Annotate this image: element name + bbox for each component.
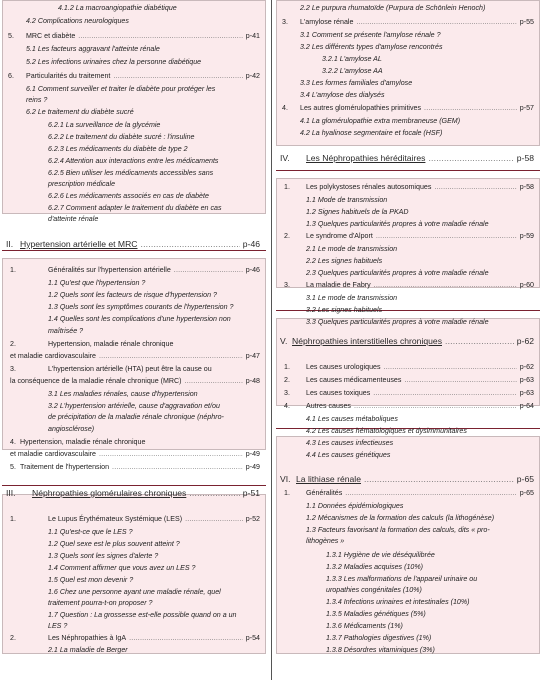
toc-entry xyxy=(2,461,264,473)
leader-dots xyxy=(424,102,517,114)
entry-title: 1.3.7 Pathologies digestives (1%) xyxy=(326,634,432,642)
entry-title: 1.3.2 Maladies acquises (10%) xyxy=(326,563,423,571)
entry-title: 6.2.7 Comment adapter le traitement du diabète en cas xyxy=(48,204,222,212)
toc-entry xyxy=(276,194,538,206)
toc-entry xyxy=(2,264,264,276)
toc-entry xyxy=(276,127,538,139)
page-number: p-58 xyxy=(519,183,534,191)
entry-number: 2. xyxy=(284,376,290,384)
page-number: p-41 xyxy=(245,32,260,40)
entry-number: 3. xyxy=(10,365,16,373)
leader-dots xyxy=(113,70,242,82)
entry-title: Particularités du traitement xyxy=(26,72,111,80)
entry-title: Les causes urologiques xyxy=(306,363,381,371)
entry-title: 6.2.2 Le traitement du diabète sucré : l'insuline xyxy=(48,133,195,141)
toc-entry xyxy=(2,94,264,106)
entry-number: III. xyxy=(6,488,16,498)
toc-entry xyxy=(2,106,264,118)
toc-entry xyxy=(276,425,538,437)
toc-entry xyxy=(2,550,264,562)
entry-title: uropathies congénitales (10%) xyxy=(326,586,422,594)
page-number: p-57 xyxy=(519,104,534,112)
entry-title: maîtrisée ? xyxy=(48,327,84,335)
toc-entry xyxy=(276,487,538,499)
entry-number: 2. xyxy=(10,340,16,348)
toc-entry xyxy=(276,267,538,279)
toc-entry xyxy=(276,584,538,596)
leader-dots xyxy=(434,181,516,193)
entry-title: L'amylose rénale xyxy=(300,18,354,26)
toc-entry xyxy=(276,65,538,77)
toc-entry xyxy=(2,538,264,550)
toc-section-heading xyxy=(276,472,538,486)
entry-title: 6.2.3 Les médicaments du diabète de type 2 xyxy=(48,145,188,153)
toc-entry xyxy=(2,325,264,337)
toc-entry xyxy=(2,70,264,82)
entry-title: Traitement de l'hypertension xyxy=(20,463,110,471)
toc-entry xyxy=(276,608,538,620)
entry-title: Le syndrome d'Alport xyxy=(306,232,373,240)
toc-entry xyxy=(2,338,264,350)
toc-entry xyxy=(2,2,264,14)
entry-number: 3. xyxy=(284,389,290,397)
toc-entry xyxy=(2,632,264,644)
entry-number: VI. xyxy=(280,474,291,484)
toc-entry xyxy=(276,620,538,632)
toc-entry xyxy=(2,56,264,68)
entry-title: 3.4 L'amylose des dialysés xyxy=(300,91,385,99)
entry-title: 3.1 Les maladies rénales, cause d'hypertension xyxy=(48,390,198,398)
leader-dots xyxy=(185,513,243,525)
entry-title: 1.2 Quels sont les facteurs de risque d'hypertension ? xyxy=(48,291,217,299)
leader-dots xyxy=(345,487,517,499)
page-number: p-49 xyxy=(245,463,260,471)
entry-title: Les polykystoses rénales autosomiques xyxy=(306,183,432,191)
toc-entry xyxy=(276,549,538,561)
toc-entry xyxy=(2,350,264,362)
entry-title: 1.3 Facteurs favorisant la formation des calculs, dits « pro- xyxy=(306,526,490,534)
entry-title: 1.6 Chez une personne ayant une maladie rénale, quel xyxy=(48,588,221,596)
toc-entry xyxy=(2,190,264,202)
entry-title: Généralités xyxy=(306,489,343,497)
entry-title: 1.3.1 Hygiène de vie déséquilibrée xyxy=(326,551,435,559)
page-number: p-48 xyxy=(245,377,260,385)
toc-entry xyxy=(276,292,538,304)
toc-entry xyxy=(276,115,538,127)
leader-dots xyxy=(78,30,243,42)
leader-dots xyxy=(189,486,239,500)
entry-number: II. xyxy=(6,239,14,249)
leader-dots xyxy=(445,334,514,348)
entry-title: 1.1 Données épidémiologiques xyxy=(306,502,404,510)
entry-title: 6.2.1 La surveillance de la glycémie xyxy=(48,121,161,129)
entry-title: lithogènes » xyxy=(306,537,345,545)
page-number: p-65 xyxy=(519,489,534,497)
entry-title: 1.1 Mode de transmission xyxy=(306,196,388,204)
page-number: p-42 xyxy=(245,72,260,80)
entry-title: 1.1 Qu'est que l'hypertension ? xyxy=(48,279,146,287)
toc-entry xyxy=(276,561,538,573)
leader-dots xyxy=(404,374,516,386)
page-number: p-51 xyxy=(242,488,260,498)
toc-section-heading xyxy=(2,237,264,251)
entry-number: IV. xyxy=(280,153,290,163)
entry-title: 3.1 Comment se présente l'amylose rénale ? xyxy=(300,31,441,39)
toc-entry xyxy=(2,562,264,574)
toc-entry xyxy=(2,388,264,400)
entry-title: 6.1 Comment surveiller et traiter le diabète pour protéger les xyxy=(26,85,216,93)
page-number: p-49 xyxy=(245,450,260,458)
entry-number: 3. xyxy=(282,18,288,26)
entry-number: 1. xyxy=(284,363,290,371)
entry-title: 4.2 Complications neurologiques xyxy=(26,17,129,25)
toc-entry xyxy=(276,181,538,193)
toc-entry xyxy=(2,178,264,190)
entry-title: 4.2 La hyalinose segmentaire et focale (HSF) xyxy=(300,129,443,137)
entry-title: de précipitation de la maladie rénale chronique (néphro- xyxy=(48,413,224,421)
page-number: p-46 xyxy=(242,239,260,249)
page-number: p-54 xyxy=(245,634,260,642)
toc-entry xyxy=(2,131,264,143)
entry-number: 2. xyxy=(10,634,16,642)
entry-title: Les causes toxiques xyxy=(306,389,371,397)
toc-entry xyxy=(276,243,538,255)
entry-title: 4.3 Les causes infectieuses xyxy=(306,439,394,447)
toc-entry xyxy=(276,361,538,373)
leader-dots xyxy=(373,387,517,399)
toc-entry xyxy=(2,277,264,289)
leader-dots xyxy=(99,350,243,362)
entry-number: 1. xyxy=(10,266,16,274)
toc-entry xyxy=(2,448,264,460)
toc-entry xyxy=(276,230,538,242)
entry-title: Hypertension artérielle et MRC xyxy=(20,239,138,249)
toc-entry xyxy=(276,2,538,14)
leader-dots xyxy=(354,400,517,412)
entry-title: 1.3 Quels sont les symptômes courants de l'hypertension ? xyxy=(48,303,234,311)
entry-title: 2.1 Le mode de transmission xyxy=(306,245,398,253)
entry-title: traitement pourra-t-on proposer ? xyxy=(48,599,153,607)
toc-entry xyxy=(2,411,264,423)
entry-title: 4.4 Les causes génétiques xyxy=(306,451,391,459)
toc-entry xyxy=(276,279,538,291)
toc-entry xyxy=(276,644,538,656)
entry-title: 1.3.3 Les malformations de l'appareil urinaire ou xyxy=(326,575,478,583)
toc-right-column xyxy=(276,0,540,668)
toc-entry xyxy=(276,512,538,524)
entry-title: 1.7 Question : La grossesse est-elle possible quand on a un xyxy=(48,611,237,619)
entry-title: 6.2.6 Les médicaments associés en cas de diabète xyxy=(48,192,209,200)
toc-entry xyxy=(276,374,538,386)
entry-title: Les Néphropathies à IgA xyxy=(48,634,127,642)
toc-entry xyxy=(2,301,264,313)
entry-title: 1.5 Quel est mon devenir ? xyxy=(48,576,134,584)
toc-entry xyxy=(276,16,538,28)
toc-entry xyxy=(2,155,264,167)
entry-title: 1.2 Signes habituels de la PKAD xyxy=(306,208,409,216)
leader-dots xyxy=(129,632,243,644)
toc-entry xyxy=(2,513,264,525)
entry-title: 2.1 La maladie de Berger xyxy=(48,646,128,654)
toc-entry xyxy=(2,289,264,301)
entry-title: 3.2.2 L'amylose AA xyxy=(322,67,383,75)
toc-entry xyxy=(276,413,538,425)
toc-entry xyxy=(2,574,264,586)
toc-entry xyxy=(2,313,264,325)
leader-dots xyxy=(112,461,243,473)
leader-dots xyxy=(174,264,243,276)
toc-entry xyxy=(276,596,538,608)
entry-number: 1. xyxy=(284,489,290,497)
page-number: p-62 xyxy=(516,336,534,346)
leader-dots xyxy=(99,448,243,460)
entry-title: reins ? xyxy=(26,96,48,104)
entry-title: Les Néphropathies héréditaires xyxy=(306,153,426,163)
page-number: p-55 xyxy=(519,18,534,26)
entry-title: 1.2 Quel sexe est le plus souvent atteint ? xyxy=(48,540,180,548)
entry-title: 1.2 Mécanismes de la formation des calculs (la lithogénèse) xyxy=(306,514,495,522)
toc-entry xyxy=(2,43,264,55)
toc-entry xyxy=(276,41,538,53)
leader-dots xyxy=(141,237,240,251)
entry-title: 3.2 Les signes habituels xyxy=(306,306,383,314)
section-divider xyxy=(276,170,540,171)
entry-title: MRC et diabète xyxy=(26,32,76,40)
leader-dots xyxy=(185,375,243,387)
entry-title: Hypertension, maladie rénale chronique xyxy=(20,438,146,446)
toc-left-column xyxy=(2,0,266,668)
page-number: p-65 xyxy=(516,474,534,484)
entry-title: 6.2.5 Bien utiliser les médicaments accessibles sans xyxy=(48,169,214,177)
entry-title: 4.1 La glomérulopathie extra membraneuse (GEM) xyxy=(300,117,461,125)
toc-entry xyxy=(2,436,264,448)
entry-title: 1.3.6 Médicaments (1%) xyxy=(326,622,403,630)
entry-title: 3.2 L'hypertension artérielle, cause d'aggravation et/ou xyxy=(48,402,220,410)
entry-title: 4.1.2 La macroangiopathie diabétique xyxy=(58,4,177,12)
leader-dots xyxy=(364,472,514,486)
toc-section-heading xyxy=(276,334,538,348)
toc-section-heading xyxy=(2,486,264,500)
toc-entry xyxy=(276,387,538,399)
toc-entry xyxy=(276,77,538,89)
entry-title: 1.3 Quels sont les signes d'alerte ? xyxy=(48,552,159,560)
leader-dots xyxy=(428,151,513,165)
page-number: p-59 xyxy=(519,232,534,240)
page-number: p-62 xyxy=(519,363,534,371)
toc-entry xyxy=(276,316,538,328)
page-number: p-63 xyxy=(519,376,534,384)
entry-title: 3.3 Les formes familiales d'amylose xyxy=(300,79,413,87)
toc-entry xyxy=(276,29,538,41)
toc-entry xyxy=(2,375,264,387)
entry-title: et maladie cardiovasculaire xyxy=(10,352,96,360)
entry-title: 1.3 Quelques particularités propres à votre maladie rénale xyxy=(306,220,489,228)
entry-number: 1. xyxy=(10,515,16,523)
toc-entry xyxy=(2,143,264,155)
entry-title: 4.1 Les causes métaboliques xyxy=(306,415,398,423)
entry-title: 5.2 Les infections urinaires chez la personne diabétique xyxy=(26,58,202,66)
entry-title: d'atteinte rénale xyxy=(48,215,99,223)
toc-entry xyxy=(276,400,538,412)
page-number: p-60 xyxy=(519,281,534,289)
toc-entry xyxy=(276,206,538,218)
leader-dots xyxy=(376,230,517,242)
entry-title: 6.2.4 Attention aux interactions entre les médicaments xyxy=(48,157,219,165)
entry-title: 2.2 Le purpura rhumatoïde (Purpura de Schönlein Henoch) xyxy=(300,4,486,12)
entry-title: L'hypertension artérielle (HTA) peut être la cause ou xyxy=(48,365,212,373)
toc-entry xyxy=(2,213,264,225)
entry-title: 1.3.8 Désordres vitaminiques (3%) xyxy=(326,646,435,654)
page-number: p-52 xyxy=(245,515,260,523)
entry-title: et maladie cardiovasculaire xyxy=(10,450,96,458)
entry-title: 3.2.1 L'amylose AL xyxy=(322,55,382,63)
toc-entry xyxy=(2,15,264,27)
toc-entry xyxy=(2,526,264,538)
entry-title: la conséquence de la maladie rénale chronique (MRC) xyxy=(10,377,182,385)
entry-title: Les autres glomérulopathies primitives xyxy=(300,104,422,112)
entry-title: 1.3.4 Infections urinaires et intestinales (10%) xyxy=(326,598,470,606)
entry-title: Hypertension, maladie rénale chronique xyxy=(48,340,174,348)
entry-number: 4. xyxy=(282,104,288,112)
entry-number: V. xyxy=(280,336,288,346)
leader-dots xyxy=(374,279,517,291)
page-number: p-47 xyxy=(245,352,260,360)
column-divider xyxy=(271,0,272,680)
entry-title: Le Lupus Érythémateux Systémique (LES) xyxy=(48,515,183,523)
entry-title: 2.2 Les signes habituels xyxy=(306,257,383,265)
entry-number: 3. xyxy=(284,281,290,289)
entry-title: 1.4 Quelles sont les complications d'une hypertension non xyxy=(48,315,231,323)
toc-entry xyxy=(276,255,538,267)
toc-entry xyxy=(276,304,538,316)
toc-entry xyxy=(2,597,264,609)
entry-title: prescription médicale xyxy=(48,180,116,188)
toc-entry xyxy=(276,449,538,461)
toc-entry xyxy=(2,644,264,656)
page-number: p-64 xyxy=(519,402,534,410)
page-number: p-58 xyxy=(516,153,534,163)
entry-number: 6. xyxy=(8,72,14,80)
toc-entry xyxy=(276,89,538,101)
entry-title: Les causes médicamenteuses xyxy=(306,376,402,384)
toc-entry xyxy=(276,535,538,547)
entry-title: 1.1 Qu'est-ce que le LES ? xyxy=(48,528,133,536)
entry-number: 4. xyxy=(10,438,16,446)
entry-title: La maladie de Fabry xyxy=(306,281,371,289)
entry-number: 5. xyxy=(10,463,16,471)
toc-entry xyxy=(276,218,538,230)
entry-title: Néphropathies glomérulaires chroniques xyxy=(32,488,187,498)
entry-number: 4. xyxy=(284,402,290,410)
entry-title: 5.1 Les facteurs aggravant l'atteinte rénale xyxy=(26,45,160,53)
entry-title: angiosclérose) xyxy=(48,425,95,433)
entry-title: 1.3.5 Maladies génétiques (5%) xyxy=(326,610,426,618)
leader-dots xyxy=(356,16,516,28)
toc-entry xyxy=(2,363,264,375)
toc-entry xyxy=(2,620,264,632)
toc-entry xyxy=(276,437,538,449)
entry-title: 3.3 Quelques particularités propres à votre maladie rénale xyxy=(306,318,489,326)
entry-number: 2. xyxy=(284,232,290,240)
entry-title: 6.2 Le traitement du diabète sucré xyxy=(26,108,134,116)
entry-number: 5. xyxy=(8,32,14,40)
entry-title: Autres causes xyxy=(306,402,351,410)
toc-entry xyxy=(276,102,538,114)
entry-title: 4.2 Les causes hématologiques et dysimmunitaires xyxy=(306,427,467,435)
entry-title: La lithiase rénale xyxy=(296,474,361,484)
toc-entry xyxy=(276,632,538,644)
toc-entry xyxy=(2,423,264,435)
entry-title: 3.2 Les différents types d'amylose rencontrés xyxy=(300,43,443,51)
entry-title: LES ? xyxy=(48,622,68,630)
page-number: p-63 xyxy=(519,389,534,397)
toc-entry xyxy=(2,30,264,42)
page-number: p-46 xyxy=(245,266,260,274)
toc-entry xyxy=(276,500,538,512)
entry-title: Néphropathies interstitielles chroniques xyxy=(292,336,442,346)
entry-title: 3.1 Le mode de transmission xyxy=(306,294,398,302)
entry-number: 1. xyxy=(284,183,290,191)
entry-title: 2.3 Quelques particularités propres à votre maladie rénale xyxy=(306,269,489,277)
toc-entry xyxy=(2,119,264,131)
entry-title: 1.4 Comment affirmer que vous avez un LES ? xyxy=(48,564,196,572)
entry-title: Généralités sur l'hypertension artérielle xyxy=(48,266,171,274)
toc-section-heading xyxy=(276,151,538,165)
toc-entry xyxy=(276,53,538,65)
leader-dots xyxy=(384,361,517,373)
